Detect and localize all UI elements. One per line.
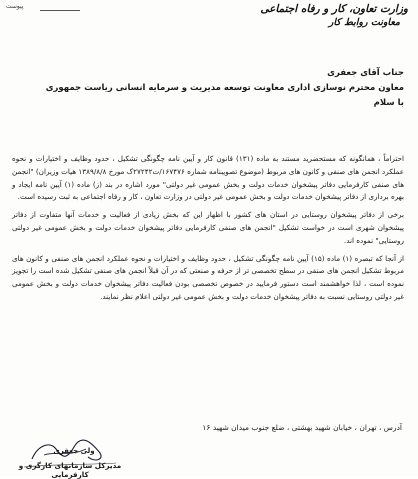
signature-block [4,437,134,479]
greeting: با سلام [373,98,404,108]
attachment-line [40,10,80,11]
deputy-name: معاونت روابط کار [328,17,400,28]
ministry-letterhead [248,2,408,30]
recipient-name: جناب آقای جعفری [327,68,404,78]
letter-body [12,153,404,309]
body-paragraph-1: احتراماً ، همانگونه که مستحضرید مستند به ماده (۱۳۱) قانون کار و آیین نامه چگونگی تشکیل ، حدود وظایف و اختیارات و نحوه عملکرد انجمن های صنفی و کانون های مربوط (موضوع تصویبنامه شماره ۱۶۷۴۷۶/ت۲۷۲۴۲ک مورخ ۱۳۸۹/۸/۸ هیات وزیران) "انجمن های صنفی کارفرمایی دفاتر پیشخوان خدمات دولت و بخش عمومی غیر دولتی" مورد اشاره در بند (ز) ماده (۱) آیین نامه ایجاد و بهره برداری از دفاتر پیشخوان خدمات دولت و بخش عمومی غیر دولتی در وزارت تعاون ، کار و رفاه اجتماعی به ثبت رسیده است. [12,154,404,202]
body-paragraph-3: از آنجا که تبصره (۱) ماده (۱۵) آیین نامه چگونگی تشکیل ، حدود وظایف و اختیارات و نحوه عملکرد انجمن های صنفی و کانون های مربوط تشکیل انجمن های صنفی در سطح تخصصی تر از حرفه و صنعتی که در آن قبلاً انجمن های صنفی تشکیل شده است را تجویز نموده است ، لذا خواهشمند است دستور فرمایید در خصوص تخصصی بودن فعالیت دفاتر پیشخوان خدمات دولت و بخش عمومی غیر دولتی روستایی نسبت به دفاتر پیشخوان خدمات دولت و بخش عمومی غیر دولتی اعلام نظر نمایند. [12,253,404,301]
address-line: آدرس ، تهران ، خیابان شهید بهشتی ، ضلع جنوب میدان شهید ۱۶ [202,423,402,432]
recipient-block [14,66,404,111]
signatory-title: مدیرکل سازمانهای کارگری و کارفرمایی [18,461,122,479]
ministry-name: وزارت تعاون، کار و رفاه اجتماعی [260,3,408,15]
signatory-name: ولی جعفری [53,447,95,455]
body-paragraph-2: برخی از دفاتر پیشخوان روستایی در استان های کشور با اظهار این که بخش زیادی از فعالیت و خدمات آنها متفاوت از دفاتر پیشخوان شهری است در خواست تشکیل "انجمن های صنفی کارفرمایی دفاتر پیشخوان خدمات دولت و بخش عمومی غیر دولتی روستایی" نموده اند. [12,210,404,245]
recipient-title: معاون محترم نوسازی اداری معاونت توسعه مدیریت و سرمایه انسانی ریاست جمهوری [45,83,404,93]
attachment-label: پیوست [6,3,24,10]
